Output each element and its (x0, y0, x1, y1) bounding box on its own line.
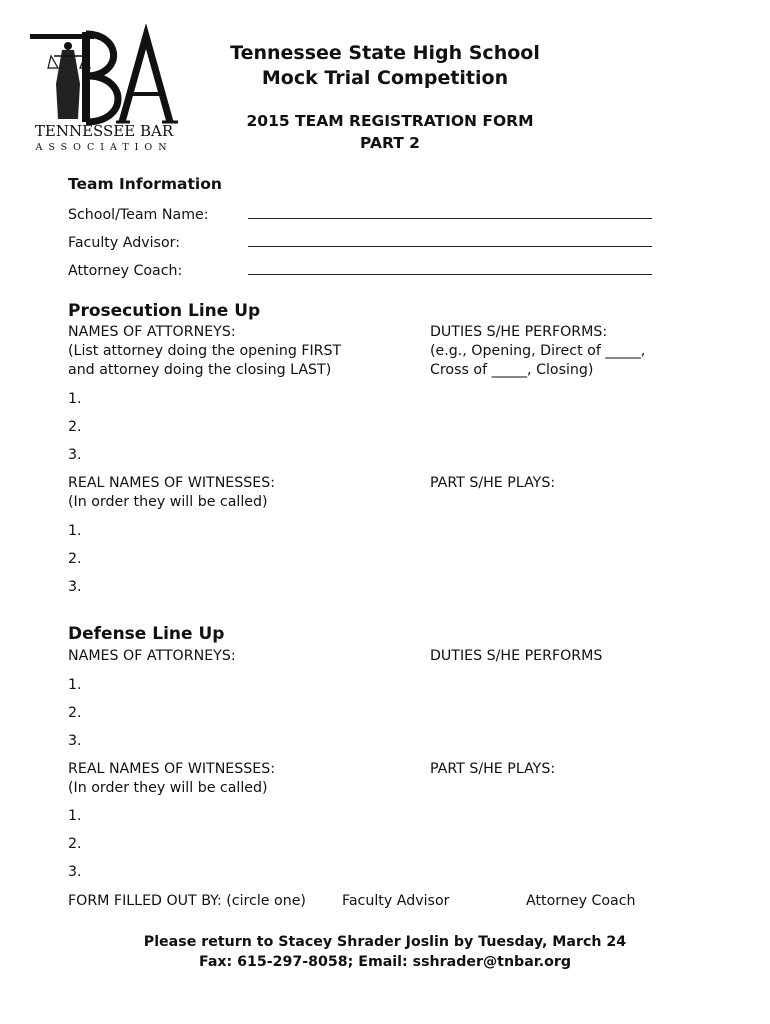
faculty-advisor-label: Faculty Advisor: (68, 235, 180, 251)
prosecution-witness-number: 3. (68, 579, 82, 595)
prosecution-heading: Prosecution Line Up (68, 301, 261, 321)
logo-org-line2: ASSOCIATION (35, 142, 173, 153)
school-team-name-field[interactable] (248, 218, 652, 219)
logo-org-line1: TENNESSEE BAR (34, 122, 174, 140)
prosecution-duties-note-2: Cross of _____, Closing) (430, 362, 594, 378)
defense-witnesses-note: (In order they will be called) (68, 780, 268, 796)
prosecution-witnesses-note: (In order they will be called) (68, 494, 268, 510)
prosecution-part-header: PART S/HE PLAYS: (430, 475, 556, 491)
defense-attorneys-header: NAMES OF ATTORNEYS: (68, 648, 236, 664)
defense-witness-number: 2. (68, 836, 82, 852)
prosecution-attorneys-note-1: (List attorney doing the opening FIRST (68, 343, 342, 359)
prosecution-attorney-number: 3. (68, 447, 82, 463)
footer-contact-line: Fax: 615-297-8058; Email: sshrader@tnbar.org (198, 954, 572, 970)
filled-by-label: FORM FILLED OUT BY: (circle one) (68, 893, 306, 909)
form-part: PART 2 (360, 134, 420, 152)
prosecution-attorneys-note-2: and attorney doing the closing LAST) (68, 362, 332, 378)
form-title: 2015 TEAM REGISTRATION FORM (246, 112, 534, 130)
attorney-coach-field[interactable] (248, 274, 652, 275)
prosecution-duties-header: DUTIES S/HE PERFORMS: (430, 324, 608, 340)
filled-by-attorney-coach[interactable]: Attorney Coach (526, 893, 636, 909)
prosecution-witness-number: 2. (68, 551, 82, 567)
prosecution-attorneys-header: NAMES OF ATTORNEYS: (68, 324, 236, 340)
footer-return-line: Please return to Stacey Shrader Joslin by Tuesday, March 24 (143, 934, 627, 950)
faculty-advisor-field[interactable] (248, 246, 652, 247)
title-line-2: Mock Trial Competition (261, 67, 509, 89)
defense-witnesses-header: REAL NAMES OF WITNESSES: (68, 761, 276, 777)
team-info-heading: Team Information (68, 175, 222, 193)
filled-by-faculty-advisor[interactable]: Faculty Advisor (342, 893, 450, 909)
prosecution-witness-number: 1. (68, 523, 82, 539)
tba-logo (24, 24, 184, 156)
school-team-name-label: School/Team Name: (68, 207, 209, 223)
prosecution-witnesses-header: REAL NAMES OF WITNESSES: (68, 475, 276, 491)
prosecution-attorney-number: 1. (68, 391, 82, 407)
defense-attorney-number: 1. (68, 677, 82, 693)
defense-witness-number: 1. (68, 808, 82, 824)
defense-attorney-number: 3. (68, 733, 82, 749)
defense-attorney-number: 2. (68, 705, 82, 721)
prosecution-duties-note-1: (e.g., Opening, Direct of _____, (430, 343, 646, 359)
defense-witness-number: 3. (68, 864, 82, 880)
attorney-coach-label: Attorney Coach: (68, 263, 183, 279)
defense-duties-header: DUTIES S/HE PERFORMS (430, 648, 603, 664)
defense-part-header: PART S/HE PLAYS: (430, 761, 556, 777)
prosecution-attorney-number: 2. (68, 419, 82, 435)
defense-heading: Defense Line Up (68, 624, 225, 644)
title-line-1: Tennessee State High School (230, 42, 540, 64)
